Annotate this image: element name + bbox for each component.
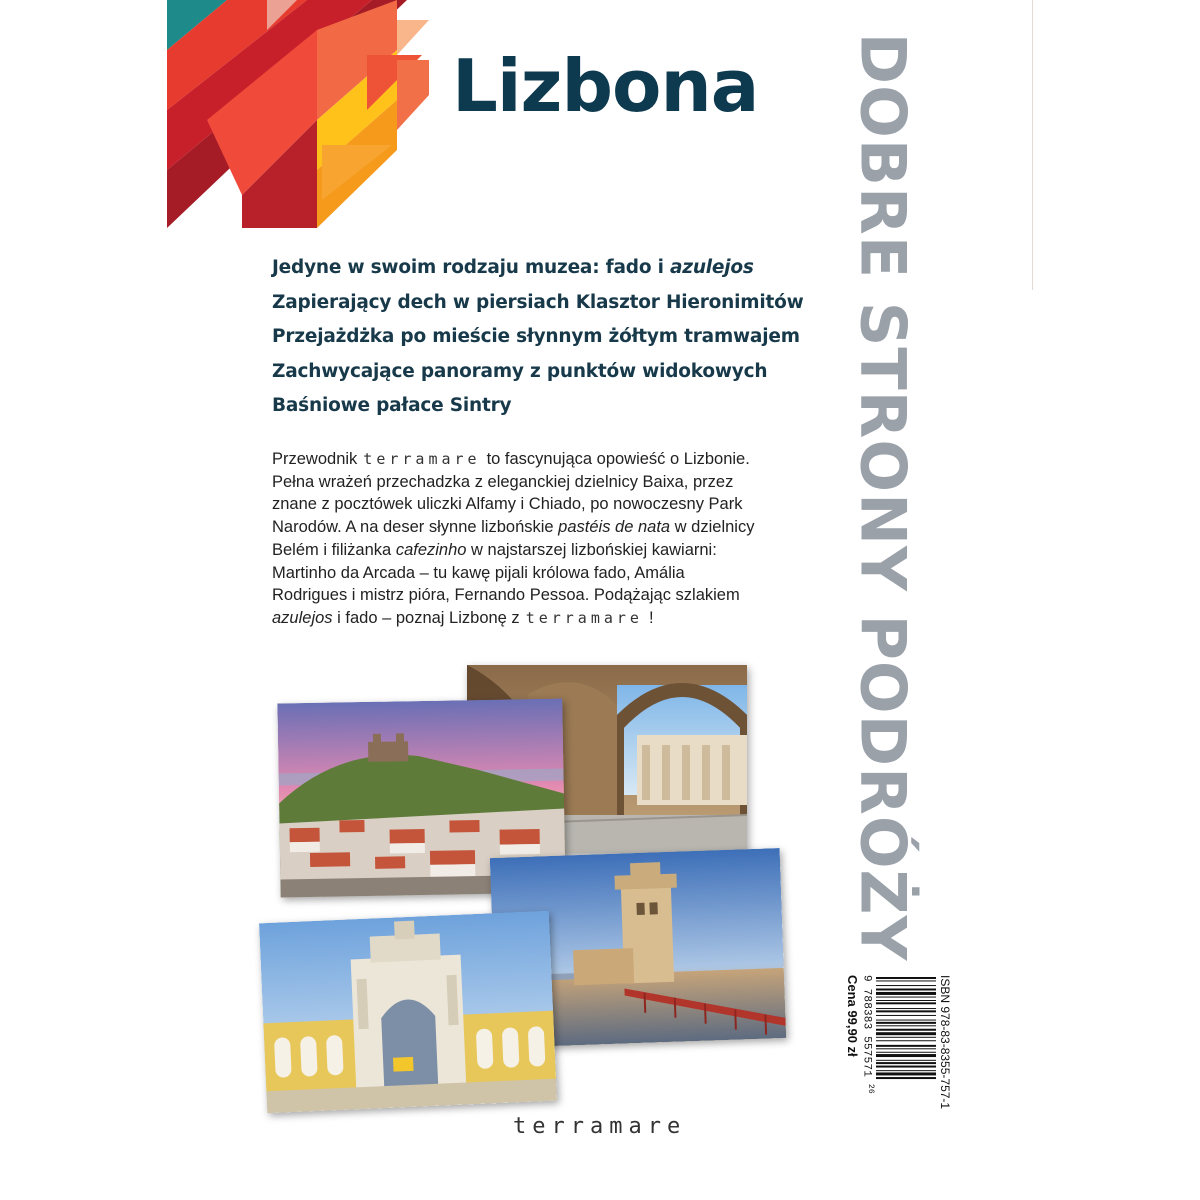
highlight-item: Zapierający dech w piersiach Klasztor Hieronimitów	[272, 291, 804, 313]
barcode-bar	[876, 1025, 936, 1026]
price: Cena 99,90 zł	[845, 975, 860, 1057]
highlight-item: Przejażdżka po mieście słynnym żółtym tramwajem	[272, 326, 800, 347]
highlights-list	[272, 256, 804, 429]
barcode-digits: 9 788383 557571 $^{26}$	[860, 975, 875, 1094]
barcode	[876, 975, 936, 1135]
barcode-bar	[876, 1000, 936, 1001]
photo-triumphal-arch	[259, 911, 557, 1113]
description-text: Przewodnik terramare to fascynująca opowieść o Lizbonie. Pełna wrażeń przechadzka z eleganckiej dzielnicy Baixa, przez znane z pocztówek uliczki Alfamy i Chiado, po nowoczesny Park Narodów. A na deser słynne lizbońskie pastéis de nata w dzielnicy Belém i filiżanka cafezinho w najstarszej lizbońskiej kawiarni: Martinho da Arcada – tu kawę pijali królowa fado, Amália Rodrigues i mistrz pióra, Fernando Pessoa. Podążając szlakiem azulejos i fado – poznaj Lizbonę z terramare !	[272, 450, 755, 627]
barcode-bar	[876, 1040, 936, 1041]
barcode-bar	[876, 1070, 936, 1071]
barcode-bar	[876, 997, 936, 998]
barcode-bar	[876, 980, 936, 981]
barcode-bar	[876, 1072, 936, 1075]
barcode-bar	[876, 1022, 936, 1024]
brand-name-inline: terramare	[363, 450, 481, 468]
publisher-logo: terramare	[513, 1114, 687, 1139]
barcode-bar	[876, 992, 936, 995]
barcode-bar	[876, 1008, 936, 1009]
barcode-bar	[876, 1002, 936, 1004]
barcode-bar	[876, 1066, 936, 1068]
barcode-bar	[876, 1052, 936, 1053]
barcode-bar	[876, 1045, 936, 1047]
barcode-bar	[876, 977, 936, 979]
barcode-bar	[876, 989, 936, 991]
barcode-block	[842, 975, 952, 1135]
barcode-bar	[876, 1015, 936, 1016]
barcode-bar	[876, 1054, 936, 1057]
highlight-item: Zachwycające panoramy z punktów widokowych	[272, 360, 768, 382]
guide-title: Lizbona	[452, 44, 759, 128]
series-title: DOBRE STRONY PODRÓŻY	[846, 32, 920, 962]
barcode-bar	[876, 1062, 936, 1064]
barcode-bar	[876, 1048, 936, 1049]
barcode-bar	[876, 1037, 936, 1038]
barcode-bar	[876, 1010, 936, 1012]
geometric-corner-art	[167, 0, 432, 228]
isbn-label: ISBN 978-83-8355-757-1	[938, 975, 952, 1110]
barcode-bar	[876, 1029, 936, 1031]
barcode-bar	[876, 985, 936, 986]
cover-edge	[1032, 0, 1033, 290]
highlight-item: Baśniowe pałace Sintry	[272, 395, 512, 416]
highlight-item: Jedyne w swoim rodzaju muzea: fado i azulejos	[272, 257, 754, 278]
photo-collage	[255, 655, 795, 1125]
barcode-bar	[876, 1060, 936, 1061]
barcode-bar	[876, 1032, 936, 1035]
barcode-bar	[876, 1077, 936, 1079]
brand-name-inline: terramare	[525, 608, 643, 627]
barcode-bar	[876, 1020, 936, 1021]
